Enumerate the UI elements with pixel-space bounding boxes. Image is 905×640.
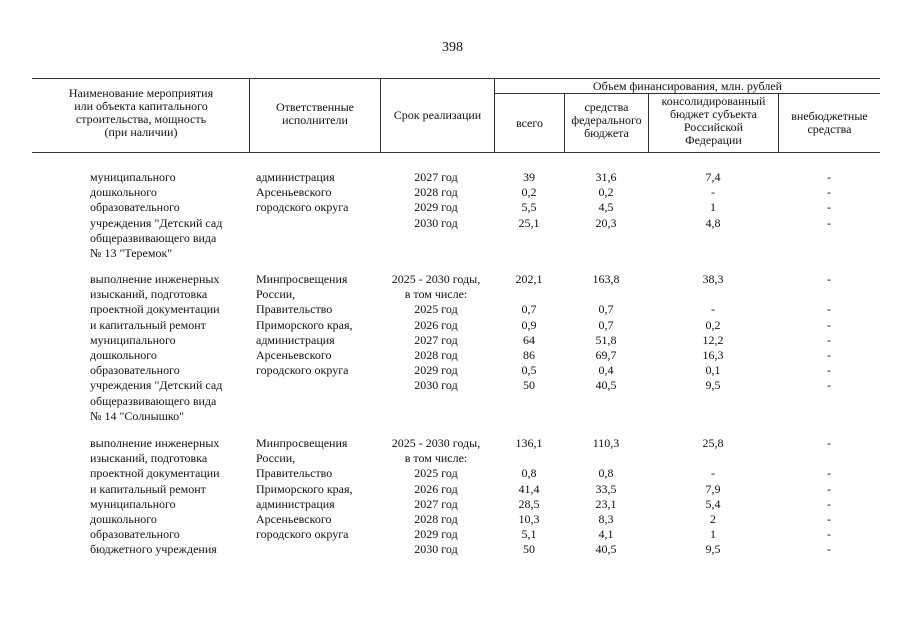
block-1-federal: 31,6 0,2 4,5 20,3: [595, 170, 617, 230]
header-term: Срок реализации: [393, 108, 482, 122]
block-2-federal: 163,8 0,7 0,7 51,8 69,7 0,4 40,5: [592, 272, 620, 393]
block-2-term: 2025 - 2030 годы, в том числе: 2025 год 2026 год 2027 год 2028 год 2029 год 2030 год: [391, 272, 481, 393]
block-1-total: 39 0,2 5,5 25,1: [518, 170, 540, 230]
page-number: 398: [442, 40, 463, 55]
block-1-term: 2027 год 2028 год 2029 год 2030 год: [414, 170, 458, 230]
block-2-responsible: Минпросвещения России, Правительство Приморского края, администрация Арсеньевского городского округа: [256, 272, 353, 378]
block-3-federal: 110,3 0,8 33,5 23,1 8,3 4,1 40,5: [592, 436, 620, 557]
block-3-term: 2025 - 2030 годы, в том числе: 2025 год 2026 год 2027 год 2028 год 2029 год 2030 год: [391, 436, 481, 557]
header-consolidated: консолидированный бюджет субъекта Российской Федерации: [661, 94, 766, 147]
header-bottom-rule: [32, 152, 880, 153]
header-name: Наименование мероприятия или объекта капитального строительства, мощность (при наличии): [68, 86, 214, 139]
header-funding: Объем финансирования, млн. рублей: [592, 79, 783, 93]
block-1-responsible: администрация Арсеньевского городского округа: [256, 170, 349, 215]
block-2-consolidated: 38,3 - 0,2 12,2 16,3 0,1 9,5: [702, 272, 724, 393]
block-3-name: выполнение инженерных изысканий, подготовка проектной документации и капитальный ремонт муниципального дошкольного образовательного бюджетного учреждения: [90, 436, 220, 557]
block-2-total: 202,1 0,7 0,9 64 86 0,5 50: [515, 272, 543, 393]
block-3-extra: - - - - - - -: [827, 436, 831, 557]
block-3-consolidated: 25,8 - 7,9 5,4 2 1 9,5: [702, 436, 724, 557]
header-extra: внебюджетные средства: [791, 109, 868, 136]
block-3-total: 136,1 0,8 41,4 28,5 10,3 5,1 50: [515, 436, 543, 557]
block-3-responsible: Минпросвещения России, Правительство Приморского края, администрация Арсеньевского городского округа: [256, 436, 353, 542]
block-1-name: муниципального дошкольного образовательного учреждения "Детский сад общеразвивающего вида № 13 "Теремок": [90, 170, 223, 261]
block-2-extra: - - - - - - -: [827, 272, 831, 393]
block-1-consolidated: 7,4 - 1 4,8: [705, 170, 721, 230]
header-total: всего: [515, 116, 544, 130]
header-federal: средства федерального бюджета: [571, 100, 642, 140]
header-responsible: Ответственные исполнители: [276, 100, 354, 127]
block-2-name: выполнение инженерных изысканий, подготовка проектной документации и капитальный ремонт муниципального дошкольного образовательного учреждения "Детский сад общеразвивающего вида № 14 "Солнышко": [90, 272, 223, 423]
block-1-extra: - - - -: [827, 170, 831, 230]
